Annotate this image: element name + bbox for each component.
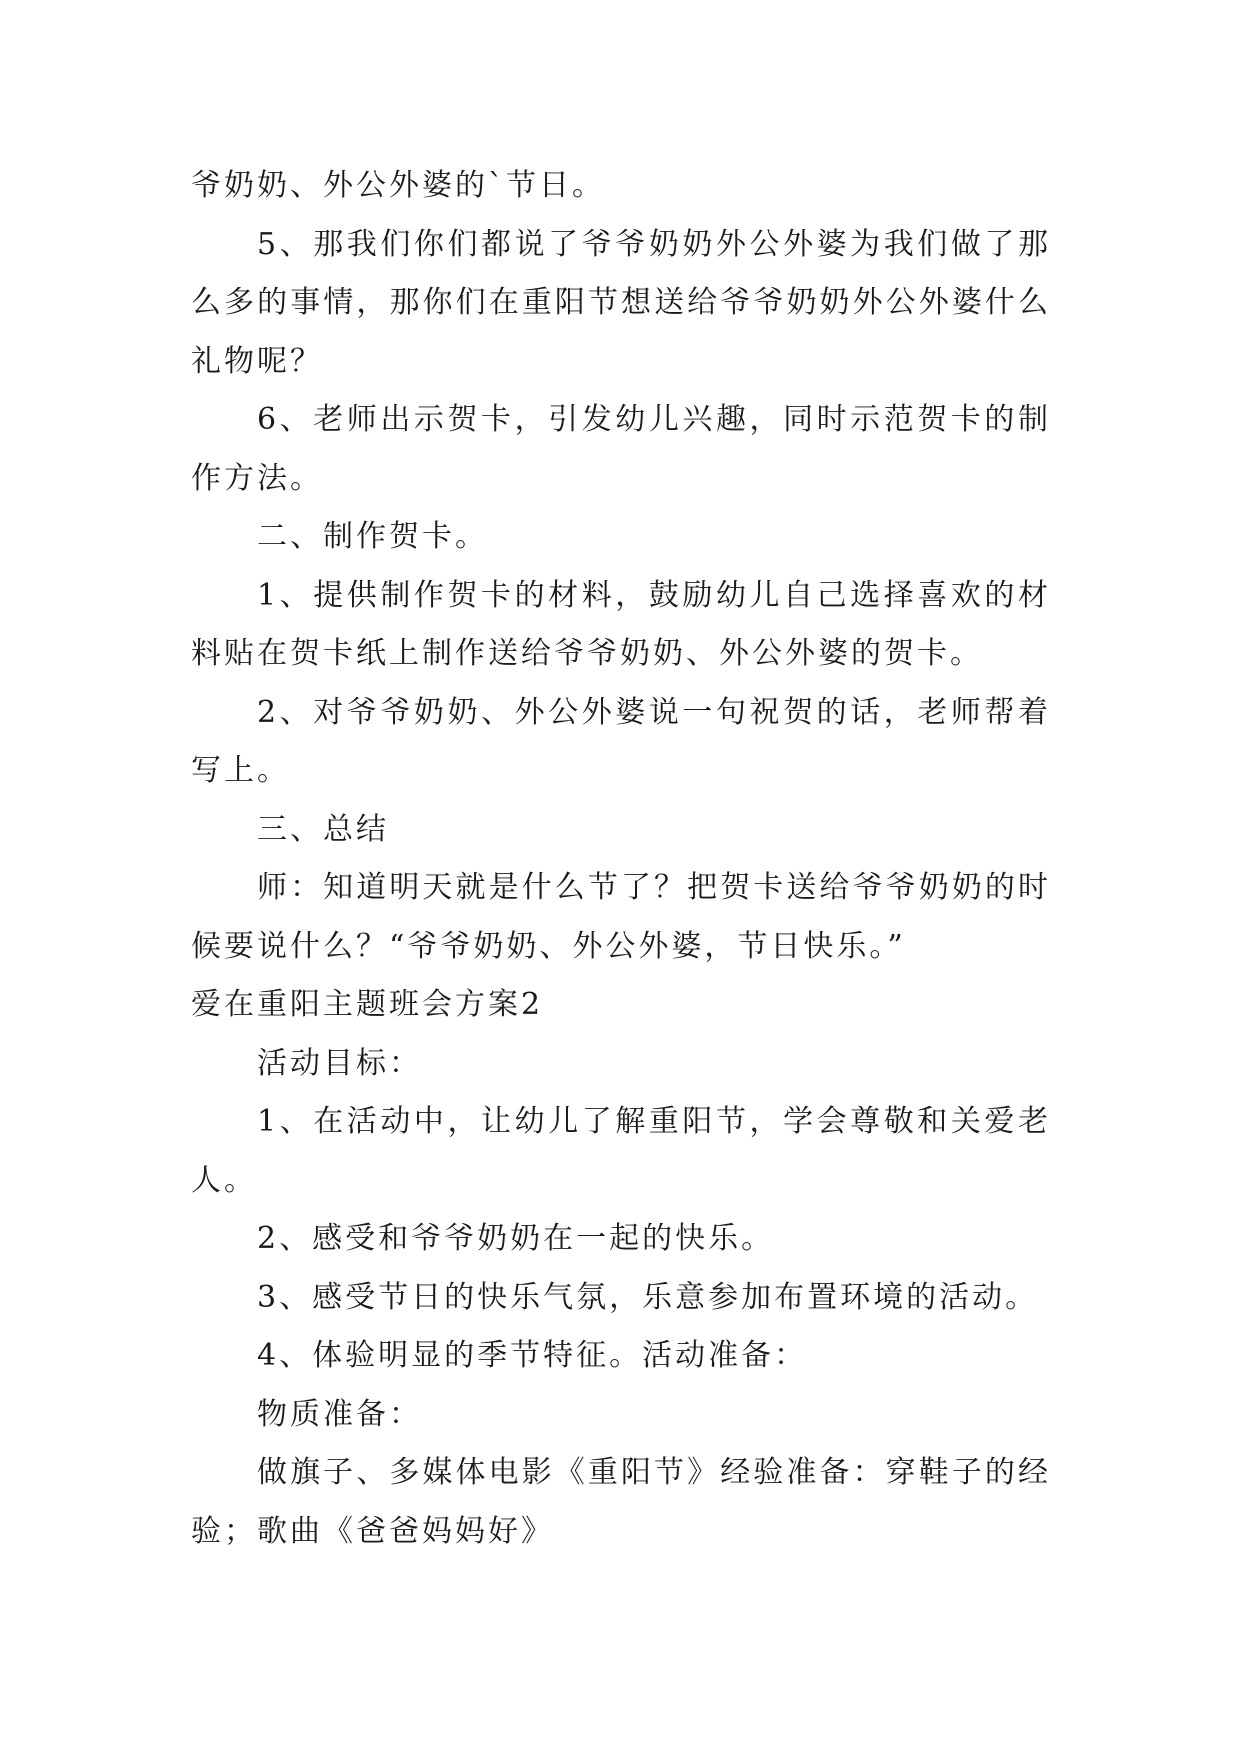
paragraph-item-5: 5、那我们你们都说了爷爷奶奶外公外婆为我们做了那么多的事情，那你们在重阳节想送给爷爷奶奶外公外婆什么礼物呢？ — [191, 226, 1051, 379]
section-heading-summary: 三、总结 — [257, 811, 389, 847]
document-body — [191, 157, 1051, 1561]
paragraph-goal-2: 2、感受和爷爷奶奶在一起的快乐。 — [257, 1221, 775, 1256]
paragraph-goal-1: 1、在活动中，让幼儿了解重阳节，学会尊敬和关爱老人。 — [191, 1104, 1051, 1198]
paragraph-make-card-1: 1、提供制作贺卡的材料，鼓励幼儿自己选择喜欢的材料贴在贺卡纸上制作送给爷爷奶奶、外公外婆的贺卡。 — [191, 577, 1051, 671]
section-heading-make-card: 二、制作贺卡。 — [257, 519, 488, 554]
paragraph-teacher-summary: 师：知道明天就是什么节了？把贺卡送给爷爷奶奶的时候要说什么？“爷爷奶奶、外公外婆，节日快乐。” — [191, 870, 1051, 964]
paragraph-goal-3: 3、感受节日的快乐气氛，乐意参加布置环境的活动。 — [257, 1279, 1039, 1315]
paragraph-goal-4: 4、体验明显的季节特征。活动准备： — [257, 1338, 808, 1373]
document-title-plan-2: 爱在重阳主题班会方案2 — [191, 987, 544, 1022]
section-heading-goals: 活动目标： — [257, 1045, 422, 1081]
paragraph-make-card-2: 2、对爷爷奶奶、外公外婆说一句祝贺的话，老师帮着写上。 — [191, 694, 1051, 788]
paragraph-item-6: 6、老师出示贺卡，引发幼儿兴趣，同时示范贺卡的制作方法。 — [191, 402, 1051, 496]
paragraph-continuation: 爷奶奶、外公外婆的`节日。 — [191, 168, 605, 203]
paragraph-materials: 做旗子、多媒体电影《重阳节》经验准备：穿鞋子的经验；歌曲《爸爸妈妈好》 — [191, 1455, 1051, 1549]
section-heading-materials: 物质准备： — [257, 1396, 422, 1432]
